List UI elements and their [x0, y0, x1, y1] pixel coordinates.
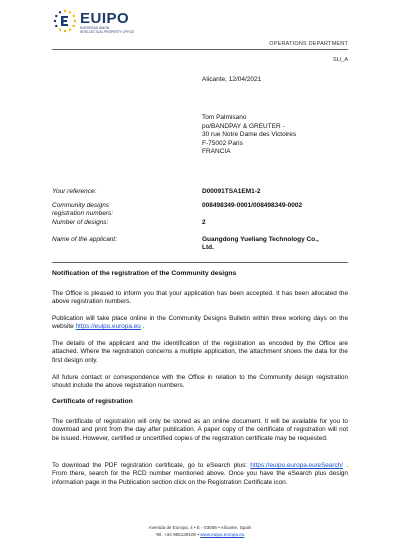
department-label: OPERATIONS DEPARTMENT	[269, 41, 348, 47]
registration-numbers-label: Community designs registration numbers: Number of designs:	[52, 202, 192, 227]
applicant-label: Name of the applicant:	[52, 236, 118, 243]
your-reference-label: Your reference:	[52, 188, 97, 195]
paragraph-download: To download the PDF registration certificate, go to eSearch plus: https://euipo.europa.eu/eSearch/ . From there, search for the RCD number mentioned above. Once you have the eSearch plus design information page in the Publication section click on the Registration Certificate icon.	[52, 462, 348, 486]
address-line: Tom Palmisano	[202, 114, 247, 121]
paragraph-correspondence: All future contact or correspondence with the Office in relation to the Community design registration should include the above registration numbers.	[52, 374, 348, 390]
address-line: F-75002 Paris	[202, 139, 243, 147]
date-line: Alicante, 12/04/2021	[202, 76, 262, 83]
paragraph-publication: Publication will take place online in the Community Designs Bulletin within three working days on the website https://euipo.europa.eu .	[52, 315, 348, 331]
number-of-designs-value: 2	[202, 218, 206, 226]
your-reference-value: D00091TSA1EM1-2	[202, 188, 261, 195]
notification-title: Notification of the registration of the Community designs	[52, 270, 237, 277]
logo-subtitle: EUROPEAN UNION INTELLECTUAL PROPERTY OFFICE	[80, 26, 135, 34]
eu-stars-icon	[52, 8, 78, 34]
euipo-website-link[interactable]: https://euipo.europa.eu	[75, 323, 141, 331]
header-divider	[52, 49, 348, 50]
applicant-value: Guangdong Yueliang Technology Co., Ltd.	[202, 236, 319, 252]
recipient-address	[202, 114, 296, 157]
address-line: po/BANDPAY & GREUTER -	[202, 122, 285, 130]
address-line: 30 rue Notre Dame des Victoires	[202, 131, 297, 139]
footer-address: Avenida de Europa, 4 • E - 03008 • Alicante, Spain	[148, 525, 252, 530]
esearch-link[interactable]: https://euipo.europa.eu/eSearch/	[250, 462, 344, 469]
section-divider	[52, 262, 348, 263]
paragraph-details: The details of the applicant and the identification of the registration as encoded by the Office are attached. Where the registration concerns a multiple application, the attachment shows the data for the first design only.	[52, 340, 348, 364]
logo-wordmark: EUIPO	[80, 10, 130, 27]
paragraph-accepted: The Office is pleased to inform you that your application has been accepted. It has been allocated the above registration numbers.	[52, 290, 348, 306]
page-footer	[0, 524, 400, 538]
footer-website-link[interactable]: www.euipo.europa.eu	[200, 532, 245, 537]
registration-numbers-value: 008498349-0001/008498349-0002 2	[202, 202, 352, 227]
paragraph-certificate: The certificate of registration will only be stored as an online document. It will be available for you to download and print from the day after publication. A paper copy of the certificate of registration will not be issued. However, certified or uncertified copies of the registration certificate may be requested.	[52, 418, 348, 442]
euipo-logo	[52, 8, 135, 36]
number-of-designs-label: Number of designs:	[52, 218, 109, 226]
address-line: FRANCIA	[202, 148, 231, 156]
footer-contact: Tel. +34 965139100 • www.euipo.europa.eu	[155, 532, 245, 537]
document-code: SLI_A	[333, 57, 348, 63]
certificate-title: Certificate of registration	[52, 398, 133, 405]
